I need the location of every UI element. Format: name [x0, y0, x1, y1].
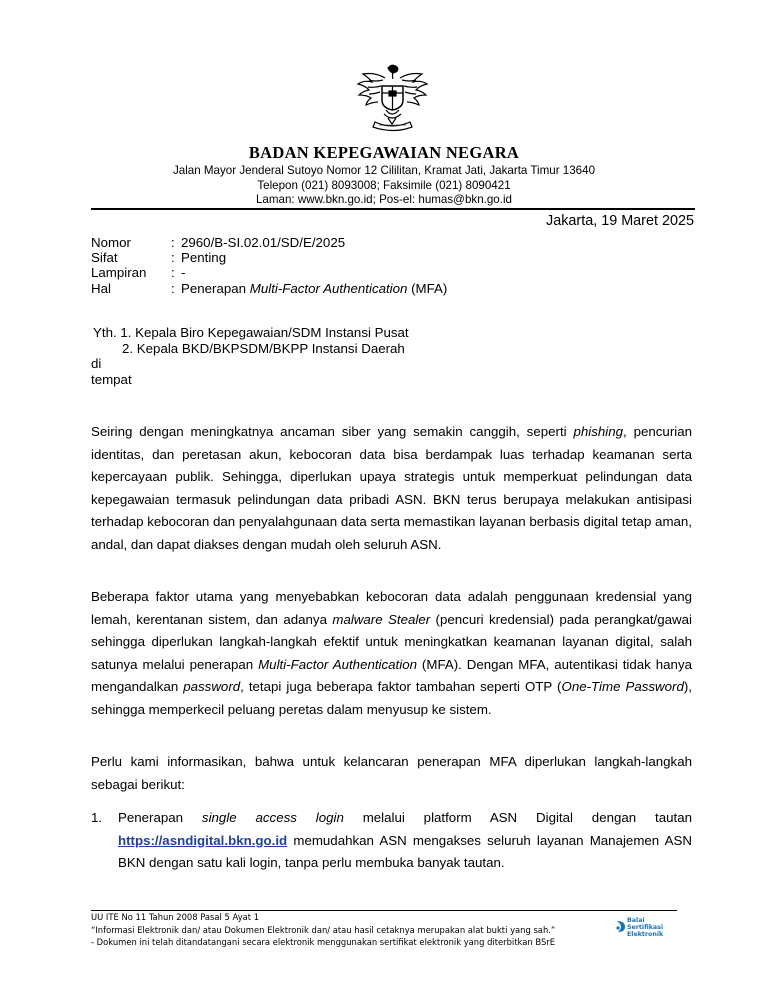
bsre-icon [615, 919, 627, 933]
paragraph-2: Beberapa faktor utama yang menyebabkan kebocoran data adalah penggunaan kredensial yang lemah, kerentanan sistem, dan adanya malware Stealer (pencuri kredensial) pada perangkat/gawai sehingga diperlukan langkah-langkah efektif untuk meningkatkan keamanan layanan digital, salah satunya melalui penerapan Multi-Factor Authentication (MFA). Dengan MFA, autentikasi tidak hanya mengandalkan password, tetapi juga beberapa faktor tambahan seperti OTP (One-Time Password), sehingga memperkecil peluang peretas dalam menyusup ke sistem. [91, 589, 692, 717]
meta-sep: : [171, 280, 175, 296]
recipient-di: di [91, 356, 102, 371]
bsre-label-1: Balai [627, 917, 645, 924]
meta-key: Sifat [91, 250, 118, 266]
meta-row-lampiran [91, 265, 447, 280]
paragraph-3: Perlu kami informasikan, bahwa untuk kelancaran penerapan MFA diperlukan langkah-langkah sebagai berikut: [91, 754, 692, 792]
meta-key: Nomor [91, 235, 131, 250]
bsre-logo [615, 917, 685, 943]
footer-law: UU ITE No 11 Tahun 2008 Pasal 5 Ayat 1 [91, 912, 260, 922]
bsre-label-2: Sertifikasi [627, 924, 664, 931]
agency-phone: Telepon (021) 8093008; Faksimile (021) 8090421 [257, 179, 511, 192]
meta-key: Lampiran [91, 265, 147, 281]
letter-date: Jakarta, 19 Maret 2025 [546, 213, 694, 229]
meta-value: Penting [181, 250, 227, 266]
meta-value: - [181, 265, 186, 281]
recipient-line-2: 2. Kepala BKD/BKPSDM/BKPP Instansi Daerah [122, 340, 405, 356]
meta-value: Penerapan Multi-Factor Authentication (MFA) [181, 280, 448, 296]
meta-sep: : [171, 235, 175, 250]
list-text: Penerapan single access login melalui platform ASN Digital dengan tautan https://asndigital.bkn.go.id memudahkan ASN mengakses seluruh layanan Manajemen ASN BKN dengan satu kali login, tanpa perlu membuka banyak tautan. [118, 810, 692, 870]
letterhead-divider [91, 208, 695, 210]
letter-meta [91, 235, 447, 296]
paragraph-1: Seiring dengan meningkatnya ancaman siber yang semakin canggih, seperti phishing, pencurian identitas, dan peretasan akun, kebocoran data bisa berdampak luas terhadap keamanan serta kepercayaan publik. Sehingga, diperlukan upaya strategis untuk memperkuat pelindungan data kepegawaian termasuk pelindungan data pribadi ASN. BKN terus berupaya melakukan antisipasi terhadap kebocoran dan penyalahgunaan data serta memastikan layanan berbasis digital tetap aman, andal, dan dapat diakses dengan mudah oleh seluruh ASN. [91, 424, 692, 552]
recipients-block [93, 325, 409, 387]
list-item [91, 807, 692, 875]
meta-sep: : [171, 250, 175, 266]
meta-value: 2960/B-SI.02.01/SD/E/2025 [181, 235, 346, 250]
footer-notice [91, 911, 555, 949]
bsre-label-3: Elektronik [627, 931, 664, 938]
meta-row-nomor [91, 235, 447, 250]
agency-address: Jalan Mayor Jenderal Sutoyo Nomor 12 Cililitan, Kramat Jati, Jakarta Timur 13640 [172, 164, 596, 177]
garuda-emblem-icon [355, 62, 430, 134]
meta-row-hal [91, 281, 447, 296]
agency-name: BADAN KEPEGAWAIAN NEGARA [248, 143, 520, 162]
meta-key: Hal [91, 280, 111, 296]
agency-web: Laman: www.bkn.go.id; Pos-el: humas@bkn.go.id [255, 193, 512, 206]
footer-signature-note: - Dokumen ini telah ditandatangani secara elektronik menggunakan sertifikat elektronik yang diterbitkan BSrE [91, 937, 556, 947]
footer-quote: “Informasi Elektronik dan/ atau Dokumen Elektronik dan/ atau hasil cetaknya merupakan alat bukti yang sah.” [91, 924, 556, 935]
recipient-tempat: tempat [91, 371, 132, 387]
meta-sep: : [171, 265, 175, 281]
list-number: 1. [91, 810, 103, 825]
recipient-line-1: Yth. 1. Kepala Biro Kepegawaian/SDM Instansi Pusat [93, 325, 409, 340]
meta-row-sifat [91, 250, 447, 265]
asndigital-link[interactable]: https://asndigital.bkn.go.id [118, 832, 288, 848]
